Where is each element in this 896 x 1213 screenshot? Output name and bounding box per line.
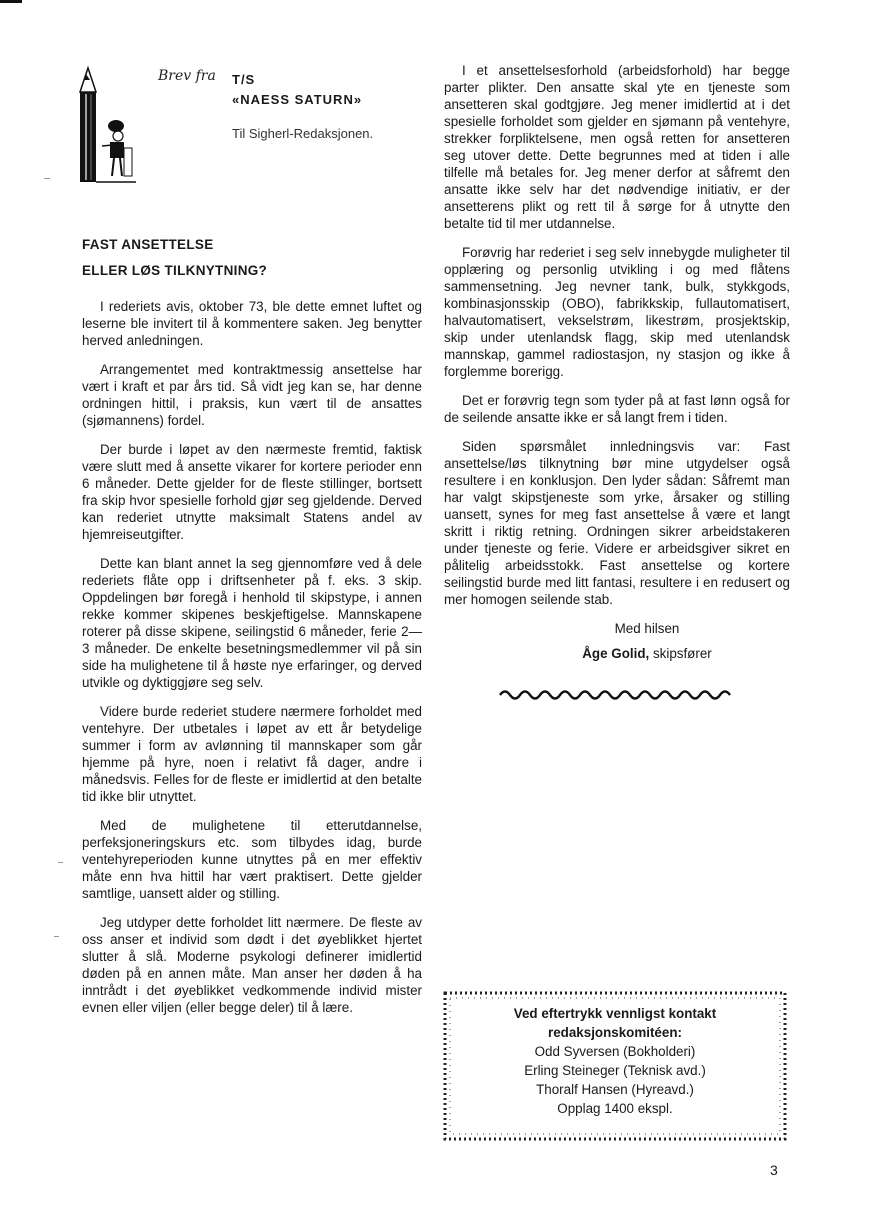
brev-fra-script: Brev fra xyxy=(158,68,216,84)
paragraph: I rederiets avis, oktober 73, ble dette emnet luftet og leserne ble invitert til å kommentere saken. Jeg benytter herved anledningen. xyxy=(82,299,422,348)
circulation: Opplag 1400 ekspl. xyxy=(557,1101,673,1116)
signature xyxy=(504,645,790,662)
signer-name: Åge Golid, xyxy=(582,646,650,661)
ship-prefix: T/S xyxy=(232,72,256,87)
left-column xyxy=(82,58,422,1028)
paragraph: Videre burde rederiet studere nærmere forholdet med ventehyre. Der utbetales i løpet av ett år betydelige summer i form av avlønning til mannskaper som går hjemme på hyre, noen i relativt få dager, andre i månedsvis. Felles for de fleste er imidlertid at den betalte tid ikke blir utnyttet. xyxy=(82,704,422,804)
paragraph: Jeg utdyper dette forholdet litt nærmere. De fleste av oss anser et individ som dødt i det øyeblikket hjertet slutter å slå. Moderne psykologi definerer imidlertid døden på en annen måte. Man anser her døden å ha inntrådt i det øyeblikket vedkommende individ mister evnen eller viljen (eller begge deler) til å lære. xyxy=(82,915,422,1015)
scan-mark xyxy=(54,936,59,937)
scan-mark xyxy=(44,178,50,179)
paragraph: Forøvrig har rederiet i seg selv innebygde muligheter til opplæring og personlig utvikling i og med flåtens sammensetning. Jeg nevner tank, bulk, stykkgods, kombinasjonsskip (OBO), fabrikkskip, fullautomatisert, halvautomatisert, vekselstrøm, likestrøm, prosjektskip, skip under utenlandsk flagg, skip med utenlandsk mannskap, gammel radiostasjon, ny stasjon og ikke å forglemme borerigg. xyxy=(444,245,790,379)
paragraph: Arrangementet med kontraktmessig ansettelse har vært i kraft et par års tid. Så vidt jeg kan se, har denne ordningen hittil, i praksis, kun vært til de ansattes (sjømannens) fordel. xyxy=(82,362,422,428)
committee-member: Thoralf Hansen (Hyreavd.) xyxy=(536,1082,694,1097)
info-title-line-1: Ved eftertrykk vennligst kontakt xyxy=(513,1006,717,1021)
signer-title: skipsfører xyxy=(649,646,712,661)
headline-line-1: FAST ANSETTELSE xyxy=(82,237,214,252)
pencil-figure-icon xyxy=(72,64,140,184)
info-box-content xyxy=(460,1004,770,1118)
closing xyxy=(504,620,790,662)
closing-greeting: Med hilsen xyxy=(614,621,680,636)
corner-mark xyxy=(0,0,22,3)
paragraph: Det er forøvrig tegn som tyder på at fast lønn også for de seilende ansatte ikke er så langt frem i tiden. xyxy=(444,393,790,425)
headline-line-2: ELLER LØS TILKNYTNING? xyxy=(82,263,268,278)
paragraph: Dette kan blant annet la seg gjennomføre ved å dele rederiets flåte opp i driftsenheter på f. eks. 3 skip. Oppdelingen bør foregå i henhold til skipstype, i annen rekke kommer skipenes beskjeftigelse. Mannskapene roterer på disse skipene, seilingstid 6 måneder, ferie 2—3 måneder. De enkelte besetningsmedlemmer vil på sin side ha mulighetene til å høste nye erfaringer, og derved utvikle og dyktiggjøre seg selv. xyxy=(82,556,422,690)
decorative-squiggle-divider xyxy=(498,688,738,702)
editorial-info-box xyxy=(442,990,788,1142)
info-title-line-2: redaksjonskomitéen: xyxy=(548,1025,682,1040)
right-column xyxy=(444,62,790,702)
committee-member: Erling Steineger (Teknisk avd.) xyxy=(524,1063,706,1078)
addressee: Til Sigherl-Redaksjonen. xyxy=(232,126,374,141)
paragraph: Siden spørsmålet innledningsvis var: Fast ansettelse/løs tilknytning bør mine utgydelser også resultere i en konklusjon. Den lyder sådan: Såfremt man har valgt skipstjeneste som yrke, årsaker og stilling uansett, synes for meg fast ansettelse å være et langt skritt i riktig retning. Ordningen sikrer arbeidstakeren under tjeneste og ferie. Videre er arbeidsgiver sikret en pålitelig arbeidsstokk. Fast ansettelse og kortere seilingstid burde med litt fantasi, resultere i en redusert og mer homogen seilende stab. xyxy=(444,439,790,607)
committee-member: Odd Syversen (Bokholderi) xyxy=(534,1044,696,1059)
paragraph: Der burde i løpet av den nærmeste fremtid, faktisk være slutt med å ansette vikarer for kortere perioder enn 6 måneder. Dette gjelder for de fleste stillinger, bortsett fra skip hvor spesielle forhold gjør seg gjeldende. Derved kan rederiet utnytte maksimalt Statens andel av hjemreiseutgifter. xyxy=(82,442,422,542)
paragraph: I et ansettelsesforhold (arbeidsforhold) har begge parter plikter. Den ansatte skal yte en tjeneste som ansetteren skal godtgjøre. Jeg mener imidlertid at i det spesielle forholdet som gjelder en sjømann på ventehyre, strekker forpliktelsene, men også retten for ansetteren seg utover dette. Dette begrunnes med at tiden i alle tilfelle må betales for. Jeg mener derfor at såfremt den ansatte ikke selv har det nødvendige initiativ, er der ansetterens plikt og rett til å sørge for å utnytte den betalte tid til mer utdannelse. xyxy=(444,63,790,231)
ship-name: «NAESS SATURN» xyxy=(232,92,363,107)
article-headline xyxy=(82,232,422,284)
letter-header xyxy=(82,58,422,178)
paragraph: Med de mulighetene til etterutdannelse, perfeksjoneringskurs etc. som tilbydes idag, burde ventehyreperioden kunne utnyttes på en mer effektiv måte enn hva hittil har vært praktisert. Dette gjelder samtlige, uansett alder og stilling. xyxy=(82,818,422,901)
scan-mark xyxy=(58,862,63,863)
page-number: 3 xyxy=(770,1162,778,1178)
